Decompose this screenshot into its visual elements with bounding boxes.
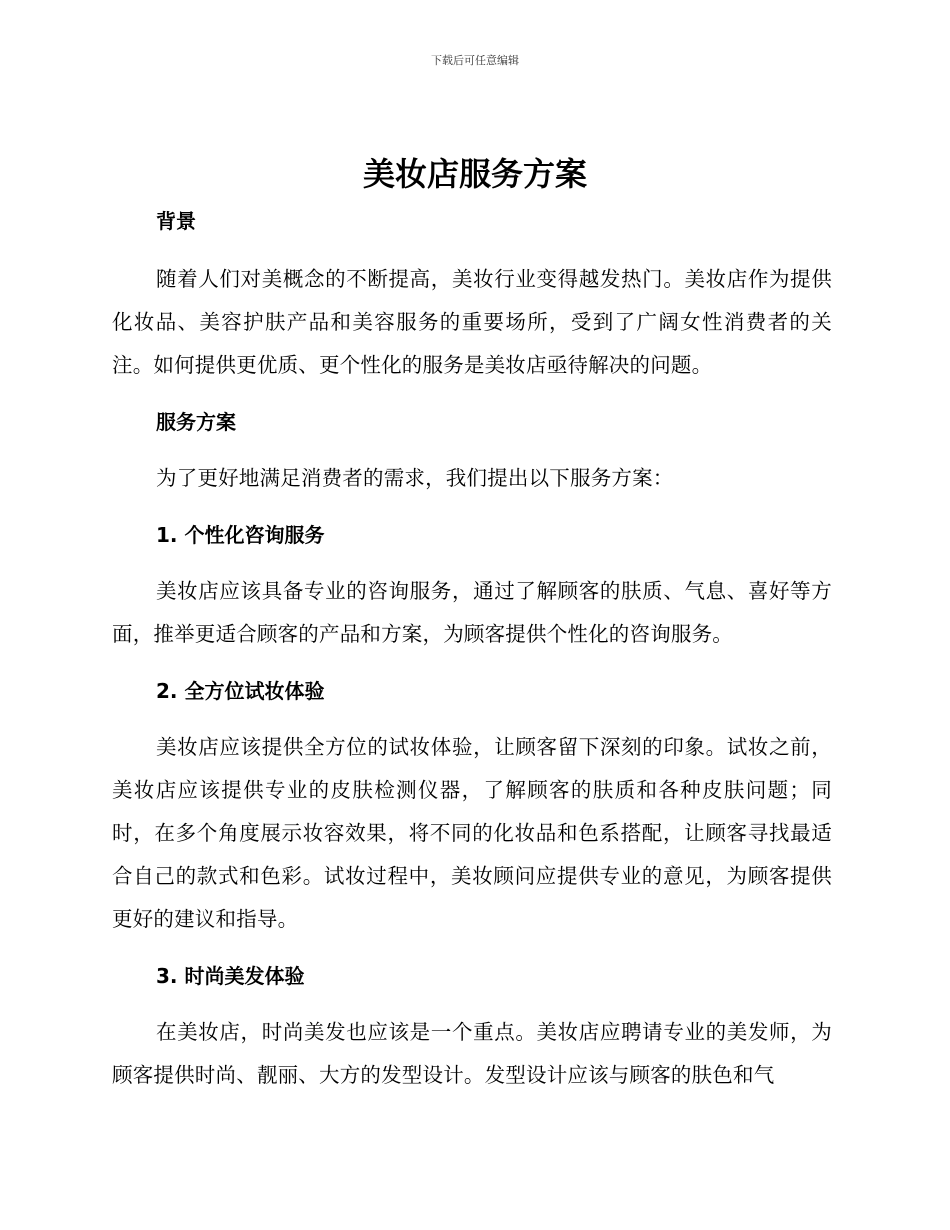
document-title: 美妆店服务方案 bbox=[362, 155, 587, 193]
paragraph-plan-intro: 为了更好地满足消费者的需求，我们提出以下服务方案： bbox=[156, 466, 674, 490]
section-heading-plan: 服务方案 bbox=[156, 410, 236, 434]
paragraph-background: 随着人们对美概念的不断提高，美妆行业变得越发热门。美妆店作为提供化妆品、美容护肤产品和美容服务的重要场所，受到了广阔女性消费者的关注。如何提供更优质、更个性化的服务是美妆店亟待解决的问题。 bbox=[112, 267, 832, 377]
item-heading-3: 3. 时尚美发体验 bbox=[156, 964, 305, 988]
document-body bbox=[112, 200, 832, 1097]
paragraph-item-2: 美妆店应该提供全方位的试妆体验，让顾客留下深刻的印象。试妆之前，美妆店应该提供专业的皮肤检测仪器，了解顾客的肤质和各种皮肤问题；同时，在多个角度展示妆容效果，将不同的化妆品和色系搭配，让顾客寻找最适合自己的款式和色彩。试妆过程中，美妆顾问应提供专业的意见，为顾客提供更好的建议和指导。 bbox=[112, 735, 832, 931]
item-heading-2: 2. 全方位试妆体验 bbox=[156, 679, 325, 703]
header-note: 下载后可任意编辑 bbox=[431, 54, 519, 67]
section-heading-background: 背景 bbox=[156, 209, 196, 233]
item-heading-1: 1. 个性化咨询服务 bbox=[156, 523, 325, 547]
paragraph-item-1: 美妆店应该具备专业的咨询服务，通过了解顾客的肤质、气息、喜好等方面，推举更适合顾客的产品和方案，为顾客提供个性化的咨询服务。 bbox=[112, 579, 832, 646]
paragraph-item-3: 在美妆店，时尚美发也应该是一个重点。美妆店应聘请专业的美发师，为顾客提供时尚、靓丽、大方的发型设计。发型设计应该与顾客的肤色和气 bbox=[112, 1020, 832, 1087]
